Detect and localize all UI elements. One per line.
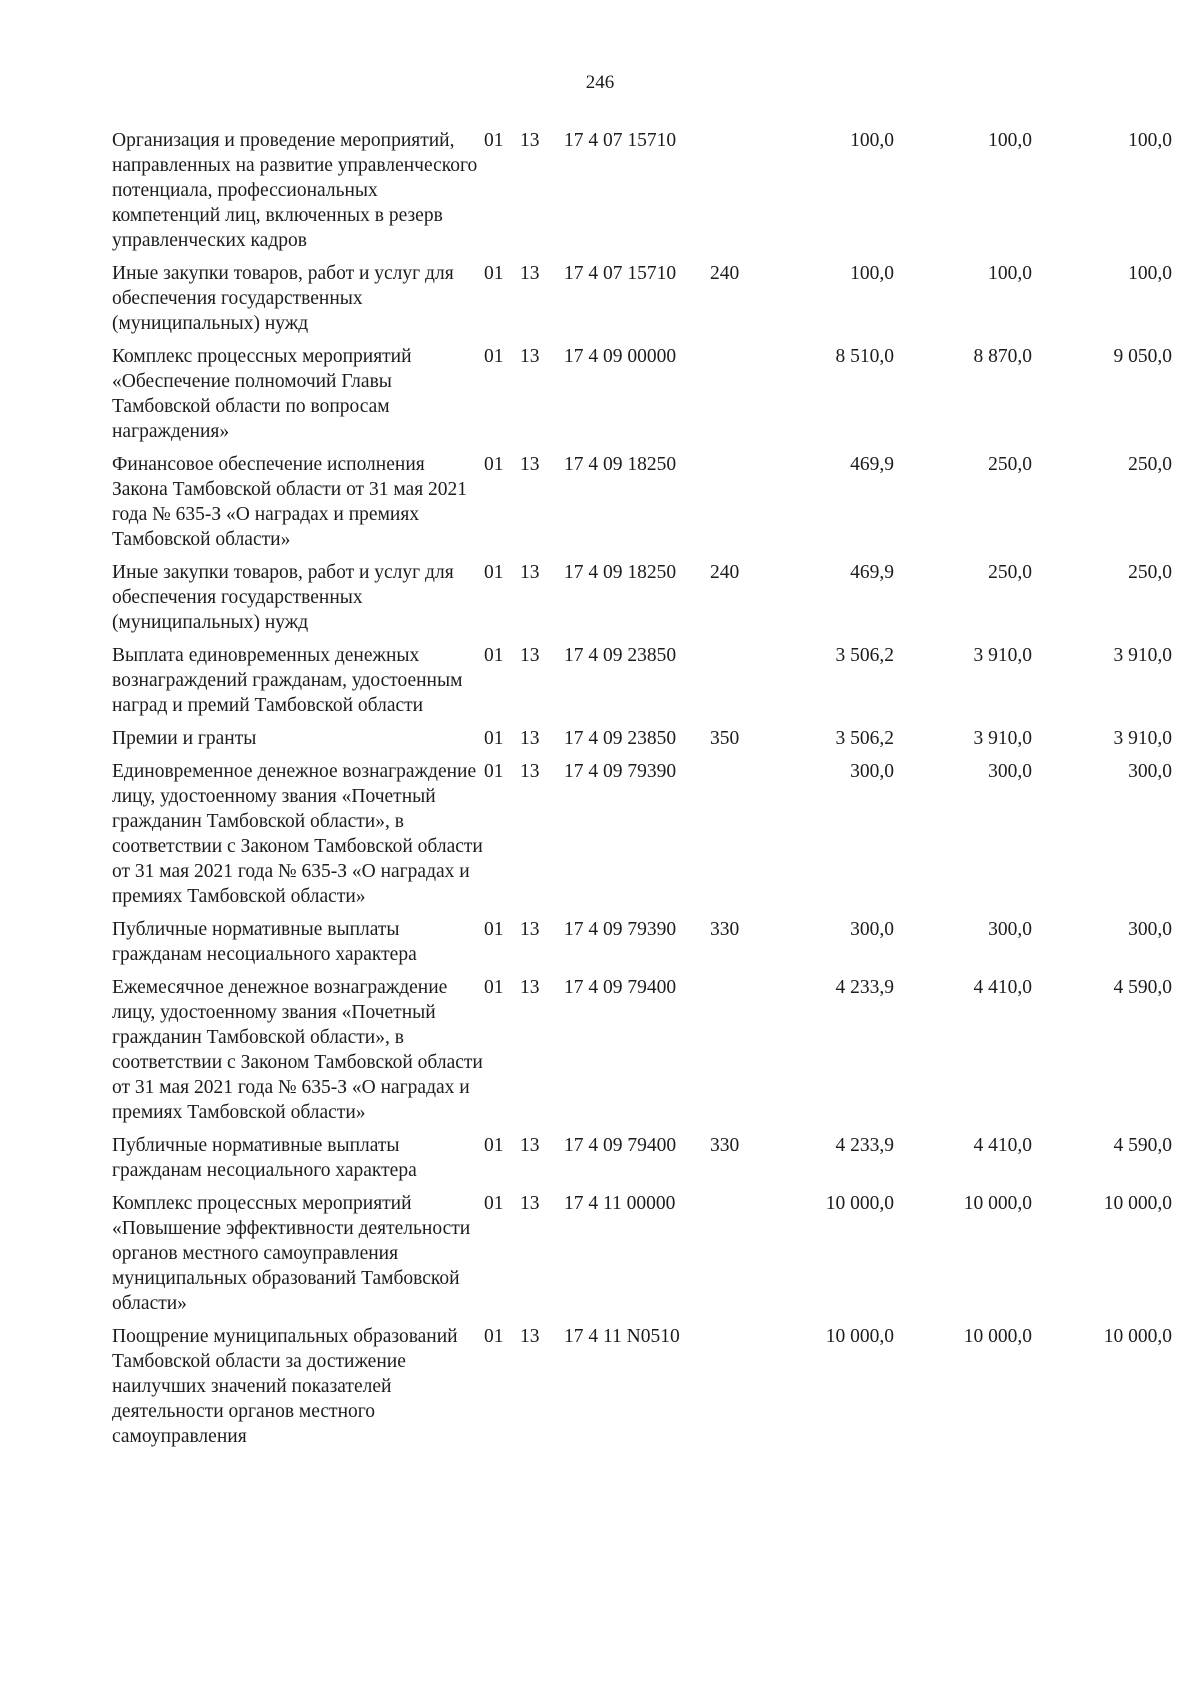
row-section-code: 01 <box>484 1326 504 1347</box>
row-amount-year-3: 4 590,0 <box>1113 977 1172 998</box>
table-row <box>112 759 1172 917</box>
row-name: Комплекс процессных мероприятий «Обеспечение полномочий Главы Тамбовской области по вопросам награждения» <box>112 346 412 442</box>
row-amount-year-1: 300,0 <box>850 919 894 940</box>
row-name: Выплата единовременных денежных вознаграждений гражданам, удостоенным наград и премий Тамбовской области <box>112 645 463 716</box>
row-expense-type <box>710 1324 766 1457</box>
row-amount-year-1: 300,0 <box>850 761 894 782</box>
row-amount-year-3: 3 910,0 <box>1113 645 1172 666</box>
row-amount-year-3: 4 590,0 <box>1113 1135 1172 1156</box>
row-amount-year-2: 300,0 <box>988 919 1032 940</box>
row-name: Иные закупки товаров, работ и услуг для обеспечения государственных (муниципальных) нужд <box>112 263 454 334</box>
row-amount-year-1: 10 000,0 <box>825 1326 894 1347</box>
table-row <box>112 726 1172 759</box>
row-target-article: 17 4 09 79390 <box>564 761 677 782</box>
row-amount-year-3: 9 050,0 <box>1113 346 1172 367</box>
row-amount-year-2: 10 000,0 <box>963 1326 1032 1347</box>
row-section-code: 01 <box>484 1135 504 1156</box>
row-expense-type <box>710 643 766 726</box>
row-amount-year-1: 469,9 <box>850 454 894 475</box>
row-amount-year-1: 8 510,0 <box>835 346 894 367</box>
row-amount-year-3: 3 910,0 <box>1113 728 1172 749</box>
row-section-code: 01 <box>484 919 504 940</box>
row-subsection-code: 13 <box>520 919 540 940</box>
row-target-article: 17 4 07 15710 <box>564 263 677 284</box>
row-amount-year-3: 250,0 <box>1128 562 1172 583</box>
row-amount-year-2: 250,0 <box>988 562 1032 583</box>
table-row <box>112 643 1172 726</box>
row-amount-year-3: 10 000,0 <box>1103 1193 1172 1214</box>
row-name: Поощрение муниципальных образований Тамбовской области за достижение наилучших значений показателей деятельности органов местного самоуправления <box>112 1326 458 1447</box>
row-section-code: 01 <box>484 346 504 367</box>
row-section-code: 01 <box>484 728 504 749</box>
row-amount-year-3: 10 000,0 <box>1103 1326 1172 1347</box>
table-row <box>112 1133 1172 1191</box>
row-target-article: 17 4 07 15710 <box>564 130 677 151</box>
row-amount-year-2: 100,0 <box>988 130 1032 151</box>
row-subsection-code: 13 <box>520 1326 540 1347</box>
row-section-code: 01 <box>484 645 504 666</box>
row-amount-year-3: 250,0 <box>1128 454 1172 475</box>
table-row <box>112 1324 1172 1457</box>
row-amount-year-1: 4 233,9 <box>835 1135 894 1156</box>
row-target-article: 17 4 09 23850 <box>564 645 677 666</box>
row-subsection-code: 13 <box>520 562 540 583</box>
row-subsection-code: 13 <box>520 346 540 367</box>
budget-table <box>112 128 1172 1457</box>
row-amount-year-1: 10 000,0 <box>825 1193 894 1214</box>
row-expense-type: 240 <box>710 562 740 583</box>
row-expense-type: 350 <box>710 728 740 749</box>
row-subsection-code: 13 <box>520 761 540 782</box>
row-amount-year-2: 3 910,0 <box>973 728 1032 749</box>
row-expense-type: 240 <box>710 263 740 284</box>
row-subsection-code: 13 <box>520 130 540 151</box>
row-expense-type <box>710 128 766 261</box>
row-target-article: 17 4 09 23850 <box>564 728 677 749</box>
row-name: Публичные нормативные выплаты гражданам несоциального характера <box>112 1135 417 1181</box>
table-row <box>112 128 1172 261</box>
row-expense-type <box>710 759 766 917</box>
row-expense-type <box>710 452 766 560</box>
row-section-code: 01 <box>484 1193 504 1214</box>
row-amount-year-2: 250,0 <box>988 454 1032 475</box>
row-target-article: 17 4 11 00000 <box>564 1193 676 1214</box>
row-section-code: 01 <box>484 130 504 151</box>
row-target-article: 17 4 09 79400 <box>564 977 677 998</box>
row-name: Комплекс процессных мероприятий «Повышение эффективности деятельности органов местного самоуправления муниципальных образований Тамбовской области» <box>112 1193 471 1314</box>
row-target-article: 17 4 09 00000 <box>564 346 677 367</box>
row-target-article: 17 4 09 79390 <box>564 919 677 940</box>
row-amount-year-1: 100,0 <box>850 263 894 284</box>
row-amount-year-1: 3 506,2 <box>835 728 894 749</box>
row-subsection-code: 13 <box>520 728 540 749</box>
row-section-code: 01 <box>484 761 504 782</box>
row-amount-year-1: 3 506,2 <box>835 645 894 666</box>
row-target-article: 17 4 09 18250 <box>564 562 677 583</box>
row-expense-type <box>710 975 766 1133</box>
row-amount-year-2: 8 870,0 <box>973 346 1032 367</box>
row-amount-year-2: 10 000,0 <box>963 1193 1032 1214</box>
table-row <box>112 917 1172 975</box>
table-row <box>112 452 1172 560</box>
row-expense-type: 330 <box>710 1135 740 1156</box>
row-subsection-code: 13 <box>520 1135 540 1156</box>
row-name: Иные закупки товаров, работ и услуг для обеспечения государственных (муниципальных) нужд <box>112 562 454 633</box>
row-name: Публичные нормативные выплаты гражданам несоциального характера <box>112 919 417 965</box>
row-amount-year-2: 100,0 <box>988 263 1032 284</box>
row-subsection-code: 13 <box>520 1193 540 1214</box>
row-name: Единовременное денежное вознаграждение лицу, удостоенному звания «Почетный гражданин Тамбовской области», в соответствии с Законом Тамбовской области от 31 мая 2021 года № 635-З «О наградах и премиях Тамбовской области» <box>112 761 483 907</box>
row-amount-year-2: 4 410,0 <box>973 977 1032 998</box>
row-section-code: 01 <box>484 454 504 475</box>
table-row <box>112 975 1172 1133</box>
row-expense-type: 330 <box>710 919 740 940</box>
row-amount-year-1: 4 233,9 <box>835 977 894 998</box>
row-target-article: 17 4 09 79400 <box>564 1135 677 1156</box>
row-name: Организация и проведение мероприятий, направленных на развитие управленческого потенциала, профессиональных компетенций лиц, включенных в резерв управленческих кадров <box>112 130 478 251</box>
row-amount-year-2: 3 910,0 <box>973 645 1032 666</box>
row-amount-year-3: 300,0 <box>1128 919 1172 940</box>
row-section-code: 01 <box>484 977 504 998</box>
row-amount-year-3: 100,0 <box>1128 130 1172 151</box>
page-number: 246 <box>585 72 615 93</box>
table-row <box>112 261 1172 344</box>
row-amount-year-3: 100,0 <box>1128 263 1172 284</box>
row-section-code: 01 <box>484 263 504 284</box>
row-subsection-code: 13 <box>520 454 540 475</box>
row-subsection-code: 13 <box>520 977 540 998</box>
row-amount-year-1: 469,9 <box>850 562 894 583</box>
row-section-code: 01 <box>484 562 504 583</box>
row-amount-year-1: 100,0 <box>850 130 894 151</box>
row-name: Премии и гранты <box>112 728 257 749</box>
row-amount-year-2: 300,0 <box>988 761 1032 782</box>
table-row <box>112 1191 1172 1324</box>
row-subsection-code: 13 <box>520 263 540 284</box>
row-name: Финансовое обеспечение исполнения Закона Тамбовской области от 31 мая 2021 года № 635-З «О наградах и премиях Тамбовской области» <box>112 454 468 550</box>
row-expense-type <box>710 344 766 452</box>
row-name: Ежемесячное денежное вознаграждение лицу, удостоенному звания «Почетный гражданин Тамбовской области», в соответствии с Законом Тамбовской области от 31 мая 2021 года № 635-З «О наградах и премиях Тамбовской области» <box>112 977 483 1123</box>
row-expense-type <box>710 1191 766 1324</box>
table-row <box>112 344 1172 452</box>
budget-table-body <box>112 128 1172 1457</box>
row-amount-year-2: 4 410,0 <box>973 1135 1032 1156</box>
row-target-article: 17 4 11 N0510 <box>564 1326 680 1347</box>
row-amount-year-3: 300,0 <box>1128 761 1172 782</box>
row-target-article: 17 4 09 18250 <box>564 454 677 475</box>
table-row <box>112 560 1172 643</box>
row-subsection-code: 13 <box>520 645 540 666</box>
